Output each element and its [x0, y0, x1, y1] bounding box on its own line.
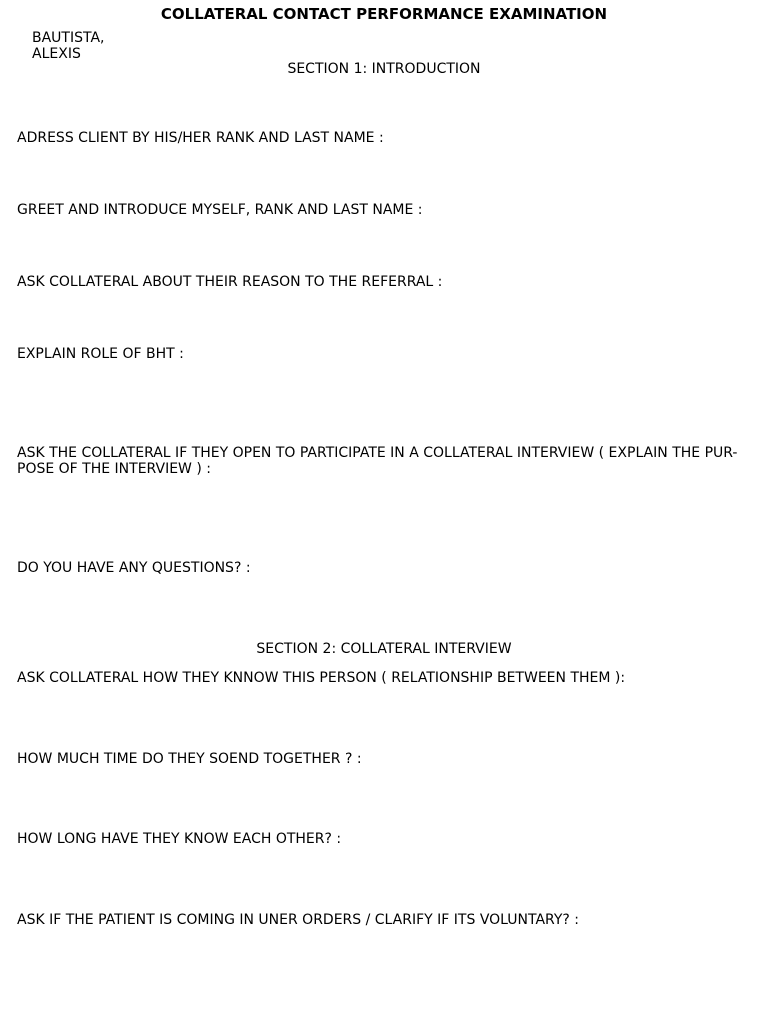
section-1-heading: SECTION 1: INTRODUCTION [287, 61, 481, 77]
question-participate-interview [17, 445, 745, 477]
student-name-line-1: BAUTISTA, [32, 30, 105, 46]
student-name [32, 30, 152, 62]
question-participate-line-2: POSE OF THE INTERVIEW ) : [17, 461, 211, 477]
student-name-line-2: ALEXIS [32, 46, 81, 62]
question-time-together: HOW MUCH TIME DO THEY SOEND TOGETHER ? : [17, 751, 362, 767]
question-participate-line-1: ASK THE COLLATERAL IF THEY OPEN TO PARTICIPATE IN A COLLATERAL INTERVIEW ( EXPLAIN THE PUR- [17, 445, 738, 461]
section-2-heading: SECTION 2: COLLATERAL INTERVIEW [256, 641, 512, 657]
question-explain-role: EXPLAIN ROLE OF BHT : [17, 346, 184, 362]
question-any-questions: DO YOU HAVE ANY QUESTIONS? : [17, 560, 251, 576]
document-title: COLLATERAL CONTACT PERFORMANCE EXAMINATION [160, 5, 608, 23]
question-greet-introduce: GREET AND INTRODUCE MYSELF, RANK AND LAST NAME : [17, 202, 423, 218]
question-address-client: ADRESS CLIENT BY HIS/HER RANK AND LAST NAME : [17, 130, 384, 146]
question-orders-voluntary: ASK IF THE PATIENT IS COMING IN UNER ORDERS / CLARIFY IF ITS VOLUNTARY? : [17, 912, 580, 928]
question-relationship: ASK COLLATERAL HOW THEY KNNOW THIS PERSON ( RELATIONSHIP BETWEEN THEM ): [17, 670, 626, 686]
question-how-long-known: HOW LONG HAVE THEY KNOW EACH OTHER? : [17, 831, 342, 847]
question-reason-referral: ASK COLLATERAL ABOUT THEIR REASON TO THE REFERRAL : [17, 274, 443, 290]
